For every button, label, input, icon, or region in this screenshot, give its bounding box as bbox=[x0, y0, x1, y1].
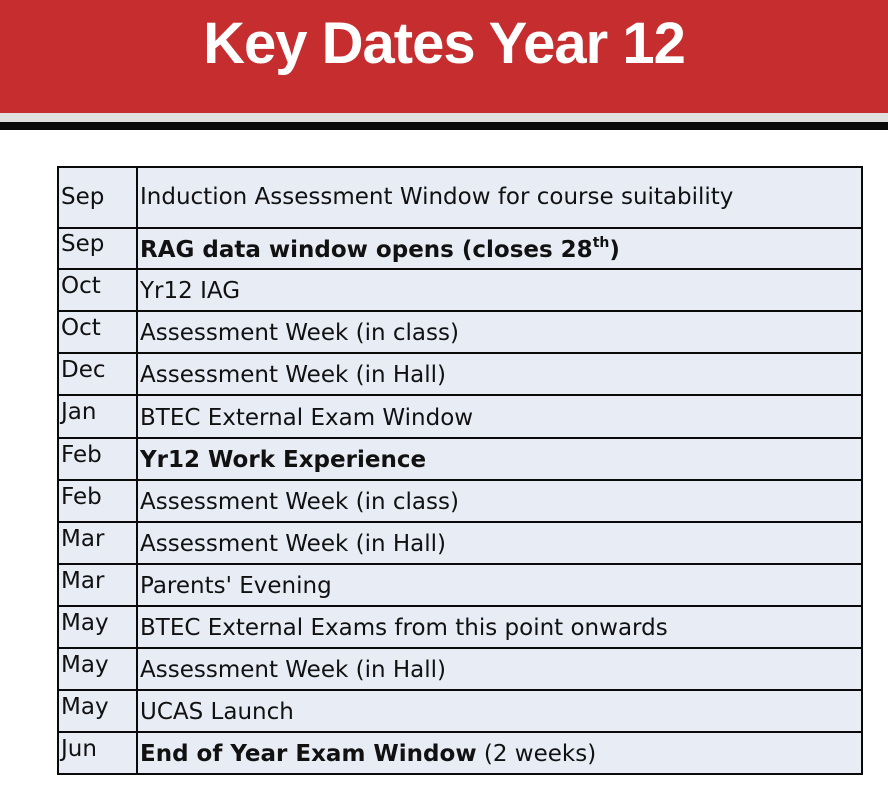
page-title: Key Dates Year 12 bbox=[203, 11, 685, 76]
event-cell bbox=[137, 480, 862, 522]
month-label: Oct bbox=[61, 273, 101, 299]
event-label: Assessment Week (in Hall) bbox=[140, 657, 446, 683]
table-row bbox=[58, 167, 862, 228]
month-cell bbox=[58, 480, 137, 522]
month-cell bbox=[58, 732, 137, 774]
month-cell bbox=[58, 269, 137, 311]
month-cell bbox=[58, 353, 137, 395]
event-suffix: ) bbox=[609, 237, 620, 263]
event-cell bbox=[137, 353, 862, 395]
event-text-bold: End of Year Exam Window bbox=[140, 741, 477, 767]
month-label: Oct bbox=[61, 315, 101, 341]
month-label: Dec bbox=[61, 357, 106, 383]
event-cell bbox=[137, 690, 862, 732]
month-label: Feb bbox=[61, 442, 102, 468]
table-row bbox=[58, 690, 862, 732]
table-row bbox=[58, 564, 862, 606]
month-label: Sep bbox=[61, 231, 105, 257]
key-dates-table bbox=[57, 166, 863, 775]
event-label: Assessment Week (in Hall) bbox=[140, 531, 446, 557]
event-label: BTEC External Exam Window bbox=[140, 405, 474, 431]
event-cell bbox=[137, 311, 862, 353]
month-cell bbox=[58, 167, 137, 228]
event-cell bbox=[137, 167, 862, 228]
event-label: Assessment Week (in class) bbox=[140, 320, 459, 346]
table-row bbox=[58, 732, 862, 774]
table-row bbox=[58, 228, 862, 269]
month-label: May bbox=[61, 694, 109, 720]
event-cell bbox=[137, 606, 862, 648]
header-banner bbox=[0, 0, 888, 113]
month-cell bbox=[58, 228, 137, 269]
event-text-bold: Yr12 Work Experience bbox=[140, 447, 427, 473]
event-label: Assessment Week (in class) bbox=[140, 489, 459, 515]
month-label: Mar bbox=[61, 568, 105, 594]
header-divider-black bbox=[0, 122, 888, 130]
event-label: Assessment Week (in Hall) bbox=[140, 362, 446, 388]
event-cell bbox=[137, 648, 862, 690]
table-row bbox=[58, 269, 862, 311]
event-suffix: (2 weeks) bbox=[476, 741, 597, 767]
month-cell bbox=[58, 522, 137, 564]
month-cell bbox=[58, 311, 137, 353]
month-label: Feb bbox=[61, 484, 102, 510]
table-row bbox=[58, 311, 862, 353]
event-cell bbox=[137, 228, 862, 269]
month-label: Mar bbox=[61, 526, 105, 552]
month-cell bbox=[58, 690, 137, 732]
table-row bbox=[58, 522, 862, 564]
event-label bbox=[140, 447, 861, 473]
event-label bbox=[140, 741, 861, 767]
event-cell bbox=[137, 522, 862, 564]
event-label: UCAS Launch bbox=[140, 699, 294, 725]
table-row bbox=[58, 353, 862, 395]
table-row bbox=[58, 606, 862, 648]
event-label bbox=[140, 237, 861, 263]
month-cell bbox=[58, 564, 137, 606]
event-text-bold: RAG data window opens (closes 28 bbox=[140, 237, 593, 263]
event-label: Induction Assessment Window for course suitability bbox=[140, 184, 734, 210]
event-cell bbox=[137, 395, 862, 438]
event-label: Parents' Evening bbox=[140, 573, 332, 599]
month-cell bbox=[58, 395, 137, 438]
event-label: BTEC External Exams from this point onwards bbox=[140, 615, 668, 641]
event-cell bbox=[137, 564, 862, 606]
month-label: Sep bbox=[61, 184, 105, 210]
table-row bbox=[58, 438, 862, 480]
month-cell bbox=[58, 648, 137, 690]
month-cell bbox=[58, 438, 137, 480]
month-label: May bbox=[61, 610, 109, 636]
event-cell bbox=[137, 732, 862, 774]
event-cell bbox=[137, 269, 862, 311]
header-divider-grey bbox=[0, 113, 888, 122]
table-row bbox=[58, 648, 862, 690]
event-cell bbox=[137, 438, 862, 480]
table-row bbox=[58, 395, 862, 438]
month-label: May bbox=[61, 652, 109, 678]
month-cell bbox=[58, 606, 137, 648]
event-superscript: th bbox=[592, 235, 610, 251]
event-label: Yr12 IAG bbox=[140, 278, 241, 304]
table-row bbox=[58, 480, 862, 522]
month-label: Jan bbox=[61, 399, 97, 425]
month-label: Jun bbox=[61, 736, 97, 762]
